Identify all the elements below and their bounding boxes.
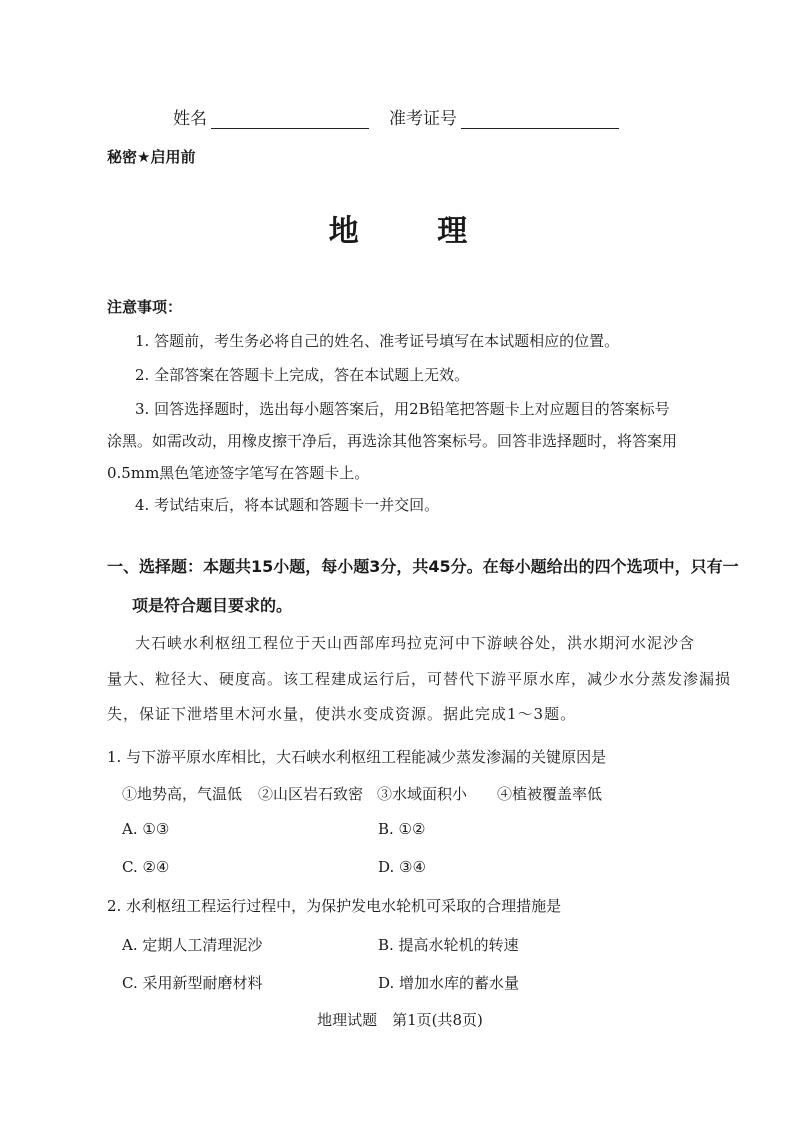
page-title: 地 理: [328, 214, 502, 249]
q1-item-3: ③水域面积小: [377, 785, 468, 803]
exam-id-blank[interactable]: [461, 110, 619, 129]
exam-id-label: 准考证号: [389, 109, 457, 129]
question-2-stem: 2. 水利枢纽工程运行过程中，为保护发电水轮机可采取的合理措施是: [107, 897, 562, 915]
section-1-heading-line-1: 一、选择题：本题共15小题，每小题3分，共45分。在每小题给出的四个选项中，只有一: [107, 557, 739, 576]
notice-item-2: 2. 全部答案在答题卡上完成，答在本试题上无效。: [135, 366, 470, 384]
secret-label: 秘密★启用前: [107, 148, 196, 166]
q1-option-c[interactable]: C. ②④: [122, 858, 170, 876]
passage-line-2: 量大、粒径大、硬度高。该工程建成运行后，可替代下游平原水库，减少水分蒸发渗漏损: [107, 670, 732, 688]
notice-item-3-line-2: 涂黑。如需改动，用橡皮擦干净后，再选涂其他答案标号。回答非选择题时，将答案用: [107, 432, 678, 450]
q2-option-a[interactable]: A. 定期人工清理泥沙: [122, 936, 263, 954]
candidate-info-line: [173, 104, 619, 129]
name-label: 姓名: [173, 109, 207, 129]
name-blank[interactable]: [211, 110, 369, 129]
q1-item-1: ①地势高，气温低: [122, 785, 243, 803]
q1-item-4: ④植被覆盖率低: [497, 785, 603, 803]
section-1-heading-line-2: 项是符合题目要求的。: [132, 596, 293, 615]
q1-option-a[interactable]: A. ①③: [122, 820, 170, 838]
notice-item-3-line-3: 0.5mm黑色笔迹签字笔写在答题卡上。: [107, 464, 370, 482]
question-1-stem: 1. 与下游平原水库相比，大石峡水利枢纽工程能减少蒸发渗漏的关键原因是: [107, 748, 607, 766]
page-footer: 地理试题 第1页(共8页): [317, 1011, 483, 1029]
notice-heading: 注意事项：: [107, 298, 183, 316]
notice-item-3-line-1: 3. 回答选择题时，选出每小题答案后，用2B铅笔把答题卡上对应题目的答案标号: [135, 400, 670, 418]
notice-item-4: 4. 考试结束后，将本试题和答题卡一并交回。: [135, 496, 440, 514]
q1-item-2: ②山区岩石致密: [258, 785, 364, 803]
q2-option-c[interactable]: C. 采用新型耐磨材料: [122, 974, 263, 992]
q2-option-d[interactable]: D. 增加水库的蓄水量: [378, 974, 520, 992]
notice-item-1: 1. 答题前，考生务必将自己的姓名、准考证号填写在本试题相应的位置。: [135, 332, 620, 350]
q1-option-d[interactable]: D. ③④: [378, 858, 426, 876]
passage-line-1: 大石峡水利枢纽工程位于天山西部库玛拉克河中下游峡谷处，洪水期河水泥沙含: [135, 634, 696, 652]
q1-option-b[interactable]: B. ①②: [378, 820, 426, 838]
passage-line-3: 失，保证下泄塔里木河水量，使洪水变成资源。据此完成1～3题。: [107, 705, 577, 723]
q2-option-b[interactable]: B. 提高水轮机的转速: [378, 936, 519, 954]
